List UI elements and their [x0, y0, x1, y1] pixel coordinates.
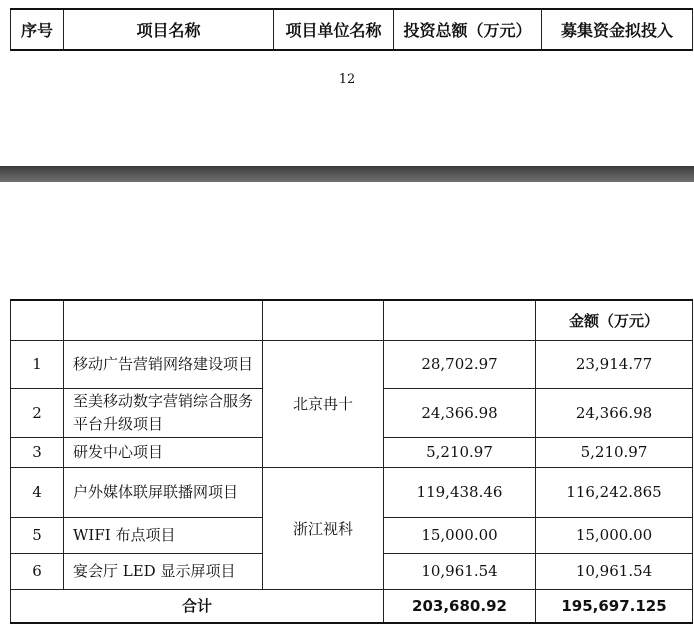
row-seq: 5: [11, 517, 64, 553]
row-amount: 10,961.54: [536, 553, 693, 589]
row-amount: 24,366.98: [536, 388, 693, 437]
row-investment: 119,438.46: [384, 467, 536, 517]
header-cell: [263, 300, 384, 340]
row-seq: 2: [11, 388, 64, 437]
total-investment: 203,680.92: [384, 589, 536, 623]
row-amount: 15,000.00: [536, 517, 693, 553]
col-header-total-investment: 投资总额（万元）: [394, 9, 542, 50]
row-project-name: 户外媒体联屏联播网项目: [64, 467, 263, 517]
header-cell: [11, 300, 64, 340]
total-label: 合计: [11, 589, 384, 623]
table-header-row: [11, 300, 693, 340]
col-header-project-name: 项目名称: [64, 9, 274, 50]
header-cell: [384, 300, 536, 340]
row-amount: 5,210.97: [536, 437, 693, 467]
row-investment: 28,702.97: [384, 340, 536, 388]
row-unit: 北京冉十: [263, 340, 384, 467]
col-header-seq: 序号: [11, 9, 64, 50]
row-investment: 10,961.54: [384, 553, 536, 589]
row-investment: 15,000.00: [384, 517, 536, 553]
row-unit: 浙江视科: [263, 467, 384, 589]
row-project-name: 移动广告营销网络建设项目: [64, 340, 263, 388]
total-amount: 195,697.125: [536, 589, 693, 623]
page-number: 12: [338, 72, 356, 87]
row-seq: 1: [11, 340, 64, 388]
row-project-name: 研发中心项目: [64, 437, 263, 467]
row-investment: 24,366.98: [384, 388, 536, 437]
row-amount: 23,914.77: [536, 340, 693, 388]
row-project-name: 宴会厅 LED 显示屏项目: [64, 553, 263, 589]
col-header-unit: 项目单位名称: [274, 9, 394, 50]
col-header-raised-funds: 募集资金拟投入: [542, 9, 693, 50]
page-divider: [0, 166, 694, 182]
row-investment: 5,210.97: [384, 437, 536, 467]
row-project-name: WIFI 布点项目: [64, 517, 263, 553]
row-seq: 4: [11, 467, 64, 517]
header-row: [11, 9, 693, 50]
header-cell-amount: 金额（万元）: [536, 300, 693, 340]
row-project-name: 至美移动数字营销综合服务平台升级项目: [64, 388, 263, 437]
table-row: [11, 467, 693, 517]
row-amount: 116,242.865: [536, 467, 693, 517]
table-row: [11, 340, 693, 388]
total-row: [11, 589, 693, 623]
header-cell: [64, 300, 263, 340]
header-table: [10, 8, 693, 51]
row-seq: 6: [11, 553, 64, 589]
projects-table: [10, 299, 693, 624]
row-seq: 3: [11, 437, 64, 467]
